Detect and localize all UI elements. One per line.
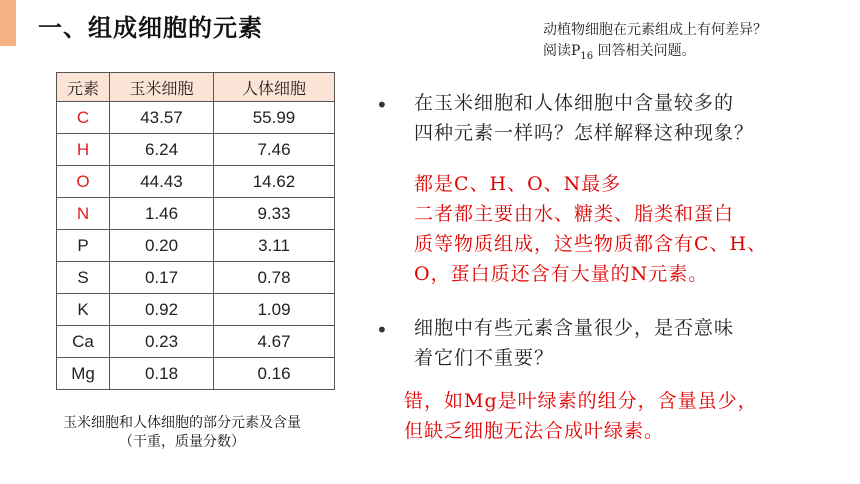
bullet-icon: • (376, 318, 388, 342)
table-row (57, 230, 335, 262)
corn-value-cell: 43.57 (110, 102, 214, 134)
answer-1 (414, 169, 767, 289)
col-header-human: 人体细胞 (214, 73, 335, 102)
answer-2-line-2: 但缺乏细胞无法合成叶绿素。 (404, 420, 665, 442)
caption-line-1: 玉米细胞和人体细胞的部分元素及含量 (63, 415, 301, 431)
corn-value-cell: 0.18 (110, 358, 214, 390)
question-2 (414, 313, 734, 373)
corn-value-cell: 0.20 (110, 230, 214, 262)
table-row (57, 358, 335, 390)
human-value-cell: 1.09 (214, 294, 335, 326)
accent-bar (0, 0, 16, 46)
table-row (57, 262, 335, 294)
human-value-cell: 55.99 (214, 102, 335, 134)
answer-1-line-2: 二者都主要由水、糖类、脂类和蛋白 (414, 203, 735, 225)
table-row (57, 166, 335, 198)
corn-value-cell: 0.92 (110, 294, 214, 326)
element-cell: C (57, 102, 110, 134)
element-cell: P (57, 230, 110, 262)
element-cell: Ca (57, 326, 110, 358)
answer-2-line-1: 错，如Mg是叶绿素的组分，含量虽少， (404, 390, 758, 412)
table-row (57, 102, 335, 134)
human-value-cell: 4.67 (214, 326, 335, 358)
element-table (56, 72, 335, 390)
human-value-cell: 14.62 (214, 166, 335, 198)
element-cell: Mg (57, 358, 110, 390)
page-title: 一、组成细胞的元素 (38, 14, 263, 42)
corn-value-cell: 0.17 (110, 262, 214, 294)
answer-1-line-4: O，蛋白质还含有大量的N元素。 (414, 263, 709, 285)
element-cell: K (57, 294, 110, 326)
caption-line-2: （干重，质量分数） (119, 434, 245, 450)
reading-hint (543, 20, 767, 67)
answer-1-line-3: 质等物质组成，这些物质都含有C、H、 (414, 233, 768, 255)
question-2-line-1: 细胞中有些元素含量很少，是否意味 (414, 317, 735, 339)
human-value-cell: 0.16 (214, 358, 335, 390)
col-header-element: 元素 (57, 73, 110, 102)
human-value-cell: 9.33 (214, 198, 335, 230)
human-value-cell: 3.11 (214, 230, 335, 262)
hint-line-2: 阅读$P_{16}$ 回答相关问题。 (543, 43, 696, 62)
bullet-icon: • (376, 93, 388, 117)
human-value-cell: 7.46 (214, 134, 335, 166)
question-1-line-1: 在玉米细胞和人体细胞中含量较多的 (414, 92, 735, 114)
element-cell: S (57, 262, 110, 294)
hint-line-1: 动植物细胞在元素组成上有何差异？ (543, 22, 767, 38)
element-cell: H (57, 134, 110, 166)
answer-2 (404, 386, 758, 446)
question-2-line-2: 着它们不重要？ (414, 347, 555, 369)
corn-value-cell: 0.23 (110, 326, 214, 358)
table-row (57, 294, 335, 326)
table-row (57, 326, 335, 358)
question-1-line-2: 四种元素一样吗？怎样解释这种现象？ (414, 122, 755, 144)
corn-value-cell: 6.24 (110, 134, 214, 166)
col-header-corn: 玉米细胞 (110, 73, 214, 102)
corn-value-cell: 44.43 (110, 166, 214, 198)
table-caption (26, 414, 338, 452)
element-cell: O (57, 166, 110, 198)
table-row (57, 134, 335, 166)
question-1 (414, 88, 754, 148)
human-value-cell: 0.78 (214, 262, 335, 294)
element-cell: N (57, 198, 110, 230)
table-row (57, 198, 335, 230)
table-header-row (57, 73, 335, 102)
answer-1-line-1: 都是C、H、O、N最多 (414, 173, 622, 195)
corn-value-cell: 1.46 (110, 198, 214, 230)
